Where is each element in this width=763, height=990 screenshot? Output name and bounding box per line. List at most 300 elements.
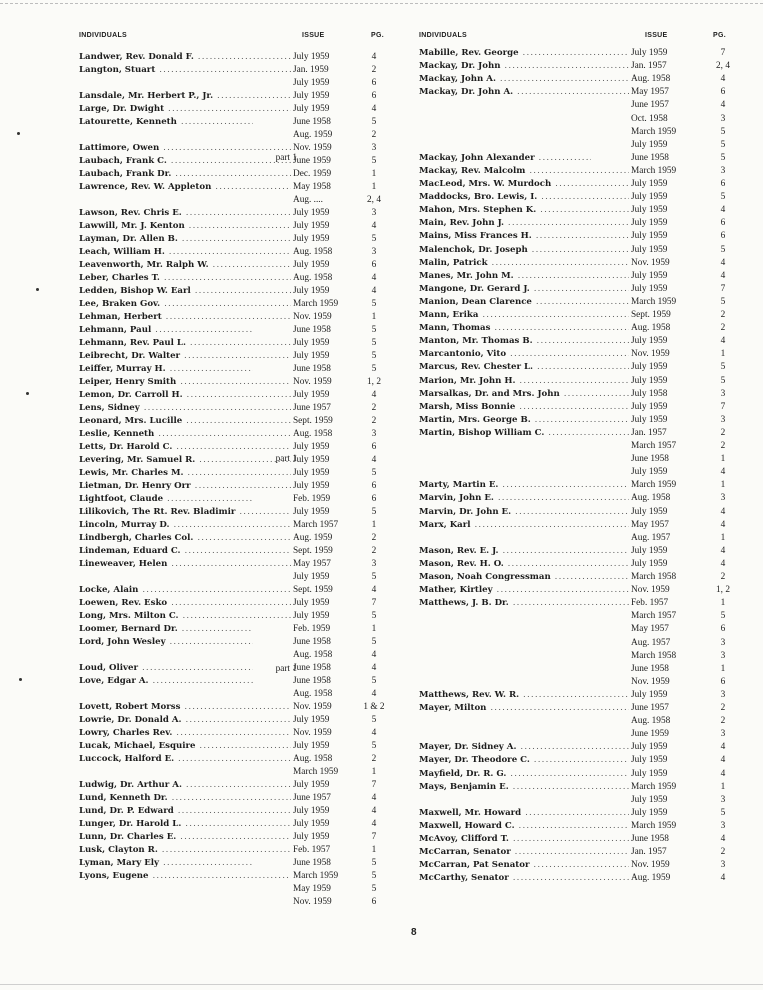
entry-page: 5 xyxy=(371,871,377,881)
entry-issue-date: July 1959 xyxy=(293,806,330,816)
entry-name: Mains, Miss Frances H. ..... xyxy=(419,230,629,243)
entry-issue-date: Nov. 1959 xyxy=(293,143,332,153)
entry-page: 4 xyxy=(371,806,377,816)
entry-issue-date: July 1959 xyxy=(631,375,668,386)
entry-name: Lilikovich, The Rt. Rev. Bladimir ..... xyxy=(79,506,291,519)
entry-issue-date: Nov. 1959 xyxy=(631,349,670,360)
entry-name: Mays, Benjamin E. ..... xyxy=(419,781,629,794)
entry-page: 4 xyxy=(371,104,377,114)
entry-name: Martin, Bishop William C. ..... xyxy=(419,427,629,440)
entry-issue-date: June 1959 xyxy=(631,729,669,740)
entry-issue-date: Jan. 1957 xyxy=(631,847,667,858)
entry-issue-date: May 1957 xyxy=(293,559,331,569)
margin-mark xyxy=(26,392,29,395)
entry-issue-date: July 1959 xyxy=(293,78,330,88)
entry-page: 1 & 2 xyxy=(363,702,385,712)
entry-issue-date: July 1959 xyxy=(293,260,330,270)
entry-page: 5 xyxy=(371,507,377,517)
entry-name: Lewis, Mr. Charles M. ..... xyxy=(79,467,291,480)
entry-page: 5 xyxy=(371,364,377,374)
entry-page: 6 xyxy=(720,231,726,242)
entry-issue-date: July 1959 xyxy=(631,179,668,189)
entry-name: Mackay, Dr. John ..... xyxy=(419,60,629,73)
entry-name: Lowrie, Dr. Donald A. ..... xyxy=(79,714,291,727)
entry-issue-date: July 1959 xyxy=(293,611,330,621)
entry-name: Mason, Rev. E. J. ..... xyxy=(419,545,629,558)
entry-page: 1, 2 xyxy=(716,585,730,596)
entry-issue-date: July 1959 xyxy=(631,48,668,58)
entry-issue-date: Aug. 1958 xyxy=(631,74,671,85)
entry-issue-date: July 1959 xyxy=(293,832,330,842)
entry-issue-date: Sept. 1959 xyxy=(293,416,333,426)
entry-page: 6 xyxy=(371,494,377,504)
entry-issue-date: July 1959 xyxy=(631,506,668,517)
entry-name: Letts, Dr. Harold C. ..... xyxy=(79,441,291,454)
entry-name: Leibrecht, Dr. Walter ..... xyxy=(79,350,291,363)
entry-page: 2, 4 xyxy=(367,195,381,205)
entry-name: Ludwig, Dr. Arthur A. ..... xyxy=(79,779,291,792)
entry-name: Maddocks, Bro. Lewis, I. ..... xyxy=(419,191,629,204)
entry-name: Lattimore, Owen ..... xyxy=(79,142,291,155)
entry-name: Mangone, Dr. Gerard J. ..... xyxy=(419,283,629,296)
entry-page: 6 xyxy=(720,179,726,189)
entry-page: 4 xyxy=(371,728,377,738)
entry-part: part 1 xyxy=(275,454,297,465)
entry-issue-date: March 1957 xyxy=(631,441,677,451)
entry-name: Leslie, Kenneth ..... xyxy=(79,428,291,441)
entry-issue-date: May 1957 xyxy=(631,624,669,635)
entry-name: McCarran, Pat Senator ..... xyxy=(419,859,629,872)
entry-issue-date: Aug. 1958 xyxy=(293,247,333,257)
entry-page: 5 xyxy=(371,156,377,166)
entry-page: 4 xyxy=(720,506,726,517)
entry-page: 7 xyxy=(371,598,377,608)
entry-name: Matthews, J. B. Dr. ..... xyxy=(419,597,629,610)
entry-issue-date: June 1959 xyxy=(293,156,331,166)
entry-page: 4 xyxy=(720,270,726,281)
entry-name: Lovett, Robert Morss ..... xyxy=(79,701,291,714)
entry-name: Long, Mrs. Milton C. ..... xyxy=(79,610,291,623)
entry-page: 5 xyxy=(720,244,726,255)
entry-issue-date: July 1959 xyxy=(631,807,668,818)
entry-name: Lincoln, Murray D. ..... xyxy=(79,519,291,532)
entry-page: 6 xyxy=(720,676,726,687)
entry-page: 4 xyxy=(371,793,377,803)
entry-page: 5 xyxy=(371,572,377,582)
entry-issue-date: July 1959 xyxy=(631,689,668,700)
entry-name: Malenchok, Dr. Joseph ..... xyxy=(419,244,629,257)
entry-issue-date: Nov. 1959 xyxy=(293,377,332,387)
entry-page: 4 xyxy=(371,273,377,283)
entry-page: 3 xyxy=(371,429,377,439)
entry-page: 3 xyxy=(371,559,377,569)
entry-name: Lunger, Dr. Harold L. ..... xyxy=(79,818,291,831)
entry-page: 6 xyxy=(371,91,377,101)
entry-issue-date: July 1959 xyxy=(631,545,668,556)
entry-page: 3 xyxy=(720,113,726,124)
entry-name: Mann, Erika ..... xyxy=(419,309,629,322)
entry-page: 5 xyxy=(720,139,726,150)
entry-issue-date: June 1958 xyxy=(293,117,331,127)
entry-page: 1 xyxy=(371,520,377,530)
entry-issue-date: Aug. 1958 xyxy=(631,493,671,504)
entry-page: 2 xyxy=(371,754,377,764)
entry-page: 5 xyxy=(371,338,377,348)
entry-name: Lucak, Michael, Esquire ..... xyxy=(79,740,291,753)
entry-issue-date: Jan. 1957 xyxy=(631,61,667,72)
entry-issue-date: March 1959 xyxy=(631,820,677,831)
entry-name: Loewen, Rev. Esko ..... xyxy=(79,597,291,610)
entry-issue-date: Nov. 1959 xyxy=(293,897,332,907)
entry-issue-date: March 1959 xyxy=(631,165,677,176)
entry-name: Mayfield, Dr. R. G. ..... xyxy=(419,768,629,781)
entry-name: Laubach, Frank C. ..... xyxy=(79,155,291,168)
entry-page: 6 xyxy=(371,260,377,270)
entry-page: 5 xyxy=(720,192,726,203)
entry-page: 1 xyxy=(720,454,726,465)
entry-name: Mayer, Dr. Theodore C. ..... xyxy=(419,754,629,767)
entry-name: Mackay, John A. ..... xyxy=(419,73,629,86)
entry-name: Mackay, John Alexander ..... xyxy=(419,152,591,165)
entry-issue-date: March 1959 xyxy=(293,299,339,309)
entry-name: Mahon, Mrs. Stephen K. ..... xyxy=(419,204,629,217)
entry-issue-date: Sept. 1959 xyxy=(631,310,671,320)
entry-issue-date: March 1959 xyxy=(293,767,339,777)
entry-name: Lemon, Dr. Carroll H. ..... xyxy=(79,389,291,402)
entry-issue-date: July 1959 xyxy=(631,362,668,373)
entry-page: 2 xyxy=(720,847,726,858)
entry-name: Landwer, Rev. Donald F. ..... xyxy=(79,51,291,64)
entry-name: Locke, Alain ..... xyxy=(79,584,291,597)
entry-page: 4 xyxy=(720,768,726,779)
entry-page: 5 xyxy=(371,299,377,309)
entry-page: 3 xyxy=(720,165,726,176)
entry-page: 4 xyxy=(720,873,726,884)
entry-name: Mabille, Rev. George ..... xyxy=(419,47,629,60)
entry-name: Manion, Dean Clarence ..... xyxy=(419,296,629,309)
entry-page: 7 xyxy=(371,780,377,790)
entry-issue-date: July 1959 xyxy=(631,192,668,203)
entry-page: 1 xyxy=(720,598,726,609)
entry-page: 2 xyxy=(720,441,726,451)
entry-page: 2 xyxy=(371,403,377,413)
top-dashed-rule xyxy=(0,3,763,4)
entry-name: Leiper, Henry Smith ..... xyxy=(79,376,291,389)
entry-name: Lehmann, Rev. Paul L. ..... xyxy=(79,337,291,350)
entry-page: 3 xyxy=(720,689,726,700)
entry-name: Malin, Patrick ..... xyxy=(419,257,629,270)
entry-page: 2 xyxy=(720,572,726,582)
entry-name: Lyons, Eugene ..... xyxy=(79,870,291,883)
entry-issue-date: Nov. 1959 xyxy=(631,860,670,871)
entry-page: 1 xyxy=(371,182,377,192)
entry-name: Luccock, Halford E. ..... xyxy=(79,753,291,766)
entry-issue-date: Aug. 1959 xyxy=(293,130,333,140)
entry-name: Lyman, Mary Ely ..... xyxy=(79,857,253,870)
entry-name: Marty, Martin E. ..... xyxy=(419,479,629,492)
entry-name: Lehmann, Paul ..... xyxy=(79,324,253,337)
entry-issue-date: July 1959 xyxy=(293,104,330,114)
entry-page: 5 xyxy=(371,637,377,647)
entry-issue-date: June 1958 xyxy=(293,663,331,673)
entry-issue-date: Feb. 1959 xyxy=(293,494,331,504)
entry-issue-date: Sept. 1959 xyxy=(293,546,333,556)
entry-issue-date: Aug. 1958 xyxy=(631,716,671,727)
entry-name: Love, Edgar A. ..... xyxy=(79,675,253,688)
entry-issue-date: May 1958 xyxy=(293,182,331,192)
entry-name: McCarran, Senator ..... xyxy=(419,846,629,859)
entry-page: 3 xyxy=(720,637,726,648)
entry-page: 1 xyxy=(720,781,726,792)
entry-name: Marion, Mr. John H. ..... xyxy=(419,375,629,388)
entry-page: 4 xyxy=(720,545,726,556)
entry-page: 4 xyxy=(371,390,377,400)
entry-issue-date: June 1958 xyxy=(631,663,669,674)
entry-page: 1 xyxy=(720,663,726,674)
entry-page: 6 xyxy=(371,78,377,88)
entry-page: 4 xyxy=(720,755,726,766)
entry-issue-date: Aug. 1959 xyxy=(293,533,333,543)
entry-name: Matthews, Rev. W. R. ..... xyxy=(419,689,629,702)
entry-page: 1 xyxy=(371,845,377,855)
entry-page: 7 xyxy=(371,832,377,842)
entry-name: Leonard, Mrs. Lucille ..... xyxy=(79,415,291,428)
entry-page: 5 xyxy=(371,325,377,335)
entry-page: 5 xyxy=(720,807,726,818)
entry-page: 7 xyxy=(720,48,726,58)
issue-header: ISSUE xyxy=(645,32,668,39)
entry-issue-date: June 1958 xyxy=(293,676,331,686)
entry-issue-date: July 1959 xyxy=(631,336,668,347)
entry-page: 1 xyxy=(371,312,377,322)
entry-page: 1 xyxy=(720,480,726,491)
entry-issue-date: Dec. 1959 xyxy=(293,169,332,179)
entry-page: 4 xyxy=(720,205,726,216)
entry-issue-date: Nov. 1959 xyxy=(631,585,670,596)
entry-name: Mayer, Dr. Sidney A. ..... xyxy=(419,741,629,754)
entry-issue-date: July 1958 xyxy=(631,388,668,399)
entry-issue-date: July 1959 xyxy=(631,794,668,805)
entry-name: Lightfoot, Claude ..... xyxy=(79,493,253,506)
entry-page: 5 xyxy=(371,884,377,894)
entry-name: Lens, Sidney ..... xyxy=(79,402,291,415)
individuals-header: INDIVIDUALS xyxy=(79,32,128,39)
entry-issue-date: June 1958 xyxy=(293,325,331,335)
entry-issue-date: Nov. 1959 xyxy=(631,676,670,687)
entry-page: 2 xyxy=(720,716,726,727)
entry-issue-date: Aug. 1958 xyxy=(293,650,333,660)
entry-name: Latourette, Kenneth ..... xyxy=(79,116,253,129)
entry-name: Lindbergh, Charles Col. ..... xyxy=(79,532,291,545)
entry-page: 5 xyxy=(371,117,377,127)
entry-name: Main, Rev. John J. ..... xyxy=(419,217,629,230)
entry-page: 3 xyxy=(371,247,377,257)
entry-name: Lund, Dr. P. Edward ..... xyxy=(79,805,291,818)
entry-issue-date: Jan. 1957 xyxy=(631,427,667,438)
entry-issue-date: July 1959 xyxy=(293,390,330,400)
issue-header: ISSUE xyxy=(302,32,325,39)
entry-issue-date: July 1959 xyxy=(293,221,330,231)
entry-issue-date: July 1959 xyxy=(293,234,330,244)
entry-page: 4 xyxy=(720,257,726,268)
entry-issue-date: March 1959 xyxy=(293,871,339,881)
entry-name: Marsalkas, Dr. and Mrs. John ..... xyxy=(419,388,629,401)
entry-part: part 1 xyxy=(275,663,297,674)
entry-page: 2 xyxy=(371,130,377,140)
entry-page: 4 xyxy=(371,585,377,595)
entry-name: Manes, Mr. John M. ..... xyxy=(419,270,629,283)
entry-page: 4 xyxy=(720,74,726,85)
entry-issue-date: Feb. 1957 xyxy=(631,598,669,609)
entry-issue-date: July 1959 xyxy=(631,244,668,255)
entry-issue-date: Aug. 1958 xyxy=(293,429,333,439)
entry-issue-date: July 1959 xyxy=(631,231,668,242)
entry-issue-date: Aug. 1957 xyxy=(631,532,671,543)
entry-issue-date: Nov. 1959 xyxy=(293,728,332,738)
entry-page: 2 xyxy=(371,65,377,75)
entry-issue-date: July 1959 xyxy=(293,455,330,465)
entry-issue-date: March 1959 xyxy=(631,296,677,307)
entry-issue-date: July 1959 xyxy=(293,468,330,478)
entry-issue-date: March 1959 xyxy=(631,480,677,491)
entry-name: Laubach, Frank Dr. ..... xyxy=(79,168,291,181)
entry-issue-date: Aug. 1959 xyxy=(631,873,671,884)
entry-page: 4 xyxy=(720,834,726,844)
entry-page: 1, 2 xyxy=(367,377,381,387)
entry-page: 6 xyxy=(371,897,377,907)
entry-issue-date: Oct. 1958 xyxy=(631,113,668,124)
entry-name: Maxwell, Mr. Howard ..... xyxy=(419,807,629,820)
entry-page: 7 xyxy=(720,283,726,294)
entry-page: 4 xyxy=(720,742,726,753)
entry-page: 5 xyxy=(720,362,726,373)
entry-name: Lee, Braken Gov. ..... xyxy=(79,298,291,311)
margin-mark xyxy=(19,678,22,681)
entry-page: 5 xyxy=(720,152,726,163)
entry-page: 1 xyxy=(371,767,377,777)
entry-issue-date: July 1959 xyxy=(293,442,330,452)
entry-page: 2 xyxy=(720,427,726,438)
entry-page: 1 xyxy=(720,349,726,360)
entry-name: Large, Dr. Dwight ..... xyxy=(79,103,291,116)
entry-page: 3 xyxy=(371,143,377,153)
entry-issue-date: July 1959 xyxy=(631,205,668,216)
entry-issue-date: July 1959 xyxy=(293,741,330,751)
entry-page: 4 xyxy=(720,467,726,478)
entry-name: Lunn, Dr. Charles E. ..... xyxy=(79,831,291,844)
entry-issue-date: July 1959 xyxy=(631,467,668,478)
entry-issue-date: July 1959 xyxy=(293,286,330,296)
entry-page: 6 xyxy=(720,624,726,635)
entry-issue-date: March 1959 xyxy=(631,126,677,137)
entry-issue-date: June 1958 xyxy=(631,834,669,844)
entry-page: 5 xyxy=(371,715,377,725)
entry-name: Marcus, Rev. Chester L. ..... xyxy=(419,361,629,374)
entry-issue-date: July 1959 xyxy=(631,401,668,412)
entry-issue-date: Nov. 1959 xyxy=(631,257,670,268)
margin-mark xyxy=(17,132,20,135)
entry-issue-date: July 1959 xyxy=(631,768,668,779)
entry-name: Layman, Dr. Allen B. ..... xyxy=(79,233,291,246)
entry-issue-date: July 1959 xyxy=(631,558,668,569)
pg-header: PG. xyxy=(713,32,726,39)
entry-issue-date: July 1959 xyxy=(293,91,330,101)
entry-page: 4 xyxy=(720,519,726,530)
entry-issue-date: Feb. 1959 xyxy=(293,624,331,634)
entry-name: Lord, John Wesley ..... xyxy=(79,636,253,649)
entry-name: Lawson, Rev. Chris E. ..... xyxy=(79,207,291,220)
entry-page: 5 xyxy=(371,858,377,868)
entry-page: 7 xyxy=(720,401,726,412)
entry-page: 3 xyxy=(720,650,726,661)
entry-issue-date: June 1958 xyxy=(293,858,331,868)
pg-header: PG. xyxy=(371,32,384,39)
entry-issue-date: March 1957 xyxy=(293,520,339,530)
entry-page: 6 xyxy=(720,87,726,98)
entry-issue-date: June 1957 xyxy=(293,793,331,803)
entry-issue-date: Aug. 1957 xyxy=(631,637,671,648)
entry-name: McAvoy, Clifford T. ..... xyxy=(419,833,629,846)
entry-issue-date: July 1959 xyxy=(631,414,668,425)
entry-issue-date: Jan. 1959 xyxy=(293,65,329,75)
entry-page: 1 xyxy=(371,624,377,634)
entry-name: Marcantonio, Vito ..... xyxy=(419,348,629,361)
entry-page: 5 xyxy=(371,468,377,478)
entry-page: 4 xyxy=(371,286,377,296)
entry-page: 4 xyxy=(371,689,377,699)
entry-page: 2 xyxy=(371,533,377,543)
entry-issue-date: July 1959 xyxy=(631,742,668,753)
entry-issue-date: June 1958 xyxy=(631,454,669,465)
entry-issue-date: Aug. 1958 xyxy=(293,273,333,283)
entry-page: 5 xyxy=(720,296,726,307)
entry-issue-date: July 1959 xyxy=(293,507,330,517)
entry-issue-date: Feb. 1957 xyxy=(293,845,331,855)
entry-name: Lusk, Clayton R. ..... xyxy=(79,844,291,857)
entry-issue-date: Sept. 1959 xyxy=(293,585,333,595)
entry-issue-date: July 1959 xyxy=(631,283,668,294)
entry-issue-date: July 1959 xyxy=(293,338,330,348)
entry-page: 2 xyxy=(720,703,726,713)
entry-name: McCarthy, Senator ..... xyxy=(419,872,629,885)
entry-issue-date: March 1958 xyxy=(631,572,677,582)
entry-part: part 1 xyxy=(275,152,297,163)
entry-page: 5 xyxy=(720,375,726,386)
entry-name: Manton, Mr. Thomas B. ..... xyxy=(419,335,629,348)
entry-issue-date: July 1959 xyxy=(293,780,330,790)
individuals-header: INDIVIDUALS xyxy=(419,32,468,39)
entry-issue-date: July 1959 xyxy=(293,481,330,491)
entry-issue-date: July 1959 xyxy=(293,351,330,361)
entry-issue-date: July 1959 xyxy=(293,208,330,218)
entry-page: 5 xyxy=(720,126,726,137)
entry-issue-date: May 1957 xyxy=(631,87,669,98)
entry-issue-date: July 1959 xyxy=(293,819,330,829)
entry-page: 4 xyxy=(720,336,726,347)
entry-page: 6 xyxy=(720,218,726,229)
entry-name: Lawwill, Mr. J. Kenton ..... xyxy=(79,220,291,233)
entry-name: Marx, Karl ..... xyxy=(419,519,629,532)
entry-issue-date: July 1959 xyxy=(631,270,668,281)
entry-page: 3 xyxy=(720,794,726,805)
entry-page: 2 xyxy=(371,416,377,426)
entry-page: 4 xyxy=(371,650,377,660)
entry-issue-date: Aug. 1958 xyxy=(293,754,333,764)
entry-issue-date: July 1959 xyxy=(631,139,668,150)
entry-page: 3 xyxy=(720,493,726,504)
entry-name: Lowry, Charles Rev. ..... xyxy=(79,727,291,740)
bottom-rule xyxy=(0,984,763,985)
